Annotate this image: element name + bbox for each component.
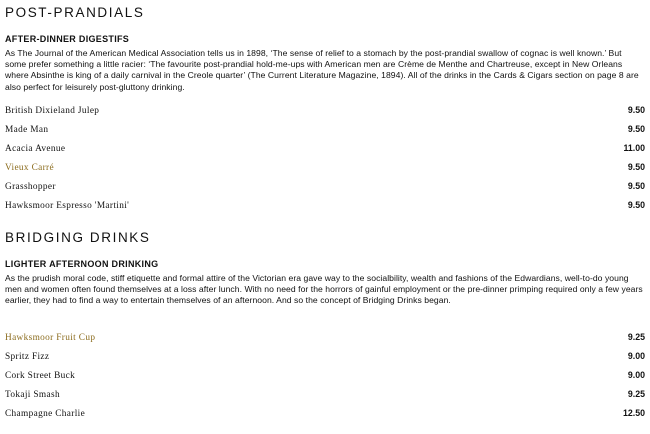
menu-item (5, 196, 645, 215)
menu-item (5, 120, 645, 139)
menu-item (5, 385, 645, 404)
menu-item-price: 9.50 (627, 181, 645, 191)
menu-item-price: 9.50 (627, 124, 645, 134)
section-title: POST-PRANDIALS (5, 5, 145, 20)
section-post-prandials (5, 4, 645, 93)
menu-item-price: 9.25 (627, 389, 645, 399)
menu-list-bridging-drinks (5, 328, 645, 423)
menu-item-name: Acacia Avenue (5, 144, 66, 154)
section-subtitle: AFTER-DINNER DIGESTIFS (5, 34, 130, 44)
menu-item-name: British Dixieland Julep (5, 106, 100, 116)
section-intro: As the prudish moral code, stiff etiquette and formal attire of the Victorian era gave way to the socialbility, wealth and fashions of the Edwardians, well-to-do young men and women often found themselves at a loss after lunch. With no need for the horrors of gainful employment or the pre-dinner primping required only a few years earlier, they had to find a way to entertain themselves of an afternoon. And so the concept of Bridging Drinks began. (5, 273, 643, 306)
menu-item (5, 177, 645, 196)
menu-item (5, 404, 645, 423)
menu-item-price: 9.50 (627, 105, 645, 115)
menu-item-price: 9.00 (627, 370, 645, 380)
menu-item-price: 9.50 (627, 162, 645, 172)
section-title: BRIDGING DRINKS (5, 230, 151, 245)
menu-item-name: Made Man (5, 125, 49, 135)
section-bridging-drinks (5, 229, 645, 307)
menu-item-name: Vieux Carré (5, 163, 54, 173)
menu-item (5, 366, 645, 385)
menu-list-post-prandials (5, 101, 645, 215)
menu-item (5, 347, 645, 366)
menu-item-name: Hawksmoor Espresso 'Martini' (5, 201, 130, 211)
menu-item (5, 328, 645, 347)
menu-item-name: Hawksmoor Fruit Cup (5, 333, 96, 343)
menu-item-name: Spritz Fizz (5, 352, 50, 362)
section-intro: As The Journal of the American Medical Association tells us in 1898, ‘The sense of relief to a stomach by the post-prandial swallow of cognac is well known.’ But some prefer something a little racier: ‘The favourite post-prandial hold-me-ups with American men are Crème de Menthe and Chartreuse, except in New Orleans where Absinthe is king of a daily carnival in the Creole quarter’ (The Current Literature Magazine, 1894). All of the drinks in the Cards & Cigars section on page 8 are also perfect for leisurely post-gluttony drinking. (5, 48, 639, 92)
menu-item-price: 9.00 (627, 351, 645, 361)
menu-item-price: 11.00 (623, 143, 645, 153)
menu-item-name: Cork Street Buck (5, 371, 76, 381)
section-subtitle: LIGHTER AFTERNOON DRINKING (5, 259, 159, 269)
menu-item-name: Grasshopper (5, 182, 56, 192)
menu-item-price: 9.25 (627, 332, 645, 342)
menu-item-name: Champagne Charlie (5, 409, 86, 419)
menu-item (5, 158, 645, 177)
menu-item-name: Tokaji Smash (5, 390, 60, 400)
menu-item (5, 101, 645, 120)
menu-item-price: 12.50 (622, 408, 645, 418)
menu-item (5, 139, 645, 158)
menu-item-price: 9.50 (627, 200, 645, 210)
